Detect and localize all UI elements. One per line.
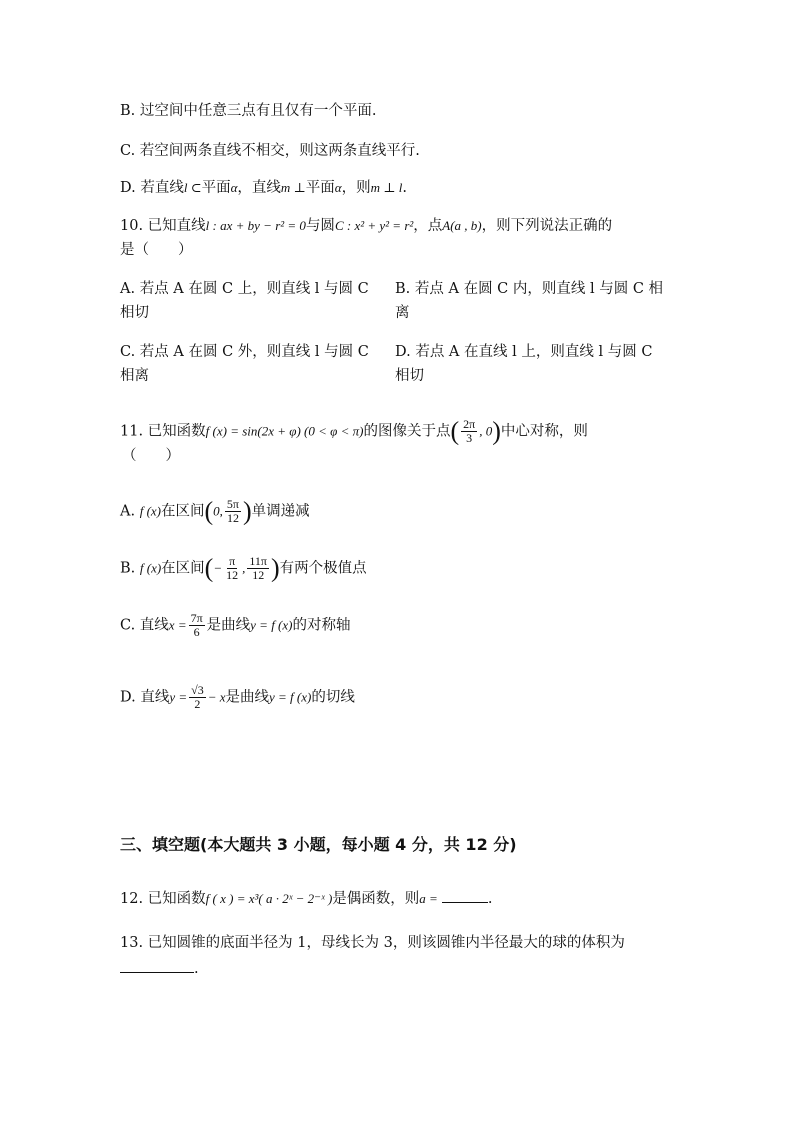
q11-paren-close: ): [492, 416, 501, 446]
q10-suffix: ，则下列说法正确的: [481, 218, 613, 234]
q9-option-b: B. 过空间中任意三点有且仅有一个平面.: [120, 103, 377, 119]
q11-d-minus-x: − x: [207, 689, 226, 705]
q11-b-label: B.: [120, 560, 140, 577]
q11-a-label: A.: [120, 503, 140, 520]
q11-a-paren-open: (: [204, 496, 214, 526]
q11-pt-den: 3: [466, 431, 473, 445]
q10-option-b-line2: 离: [395, 305, 410, 321]
q13-stem-line2: [120, 958, 199, 979]
q11-point-fraction: [461, 418, 477, 445]
q11-a-f: f (x): [139, 503, 161, 519]
q9-d-end: .: [402, 180, 407, 196]
q11-stem: [120, 418, 588, 445]
q12-stem: [120, 888, 492, 909]
q13-answer-blank[interactable]: [120, 958, 194, 973]
q11-option-d: [120, 684, 355, 711]
q10-stem: [120, 216, 612, 236]
q9-option-d: [120, 178, 407, 198]
q9-d-m-perp: m ⊥: [280, 180, 306, 195]
q13-end: .: [194, 961, 199, 977]
q11-prefix: 11. 已知函数: [120, 423, 206, 440]
q9-d-then: ，则: [341, 180, 371, 196]
q10-option-d-line1: D. 若点 A 在直线 l 上，则直线 l 与圆 C: [395, 344, 653, 360]
q11-b-f: f (x): [139, 560, 162, 576]
q12-answer-blank[interactable]: [442, 888, 488, 903]
q10-circle-text: 与圆: [305, 218, 335, 234]
q9-d-comma1: ，直线: [237, 180, 281, 196]
q11-d-den: 2: [194, 697, 201, 711]
q11-d-text2: 的切线: [311, 689, 355, 706]
q10-circle-eq: C : x² + y² = r²: [334, 218, 414, 233]
q11-d-label: D. 直线: [120, 689, 170, 706]
q11-suffix: 中心对称，则: [500, 423, 588, 440]
q10-option-c-line1: C. 若点 A 在圆 C 外，则直线 l 与圆 C: [120, 344, 369, 360]
q10-prefix: 10. 已知直线: [120, 218, 206, 234]
q11-b-comma: ,: [242, 560, 246, 576]
q11-pt-num: 2π: [463, 417, 476, 431]
q11-b-paren-open: (: [204, 553, 214, 583]
q12-var: a =: [419, 891, 438, 906]
q12-prefix: 12. 已知函数: [120, 891, 206, 907]
q10-option-a-line1: A. 若点 A 在圆 C 上，则直线 l 与圆 C: [120, 281, 369, 297]
q12-end: .: [487, 891, 493, 907]
q11-c-x: x =: [168, 617, 187, 633]
q9-d-prefix: D. 若直线: [120, 180, 184, 196]
q11-a-text2: 单调递减: [251, 503, 310, 520]
q11-c-curve: y = f (x): [250, 617, 293, 633]
q12-mid: 是偶函数，则: [332, 891, 420, 907]
q11-b-text1: 在区间: [161, 560, 205, 577]
q10-option-b-line1: B. 若点 A 在圆 C 内，则直线 l 与圆 C 相: [395, 281, 664, 297]
q12-func: f ( x ) = x³( a · 2ˣ − 2⁻ˣ ): [205, 891, 333, 906]
q10-point-text: ，点: [413, 218, 443, 234]
q11-b-minus: −: [213, 560, 223, 576]
q11-option-c: [120, 612, 351, 639]
q11-b-paren-close: ): [271, 553, 280, 583]
q11-a-paren-close: ): [242, 496, 252, 526]
q11-c-label: C. 直线: [120, 617, 169, 634]
q11-b-fraction2: [247, 555, 269, 582]
q11-b-d1: 12: [226, 568, 239, 582]
q10-stem-line2: 是（ ）: [120, 242, 193, 258]
q11-d-y: y =: [169, 689, 188, 705]
q11-a-zero: 0,: [213, 503, 223, 519]
q11-a-text1: 在区间: [161, 503, 205, 520]
q9-d-plane1: 平面: [201, 180, 231, 196]
q11-d-fraction: [189, 684, 206, 711]
q11-paren-open: (: [450, 416, 460, 446]
q10-line-eq: l : ax + by − r² = 0: [205, 218, 306, 233]
q11-d-curve: y = f (x): [269, 689, 312, 705]
q11-d-num: √3: [191, 683, 204, 697]
q11-c-den: 6: [193, 625, 200, 639]
q10-option-a-line2: 相切: [120, 305, 149, 321]
q9-d-alpha2: α: [334, 180, 342, 195]
q9-d-m-perp-l: m ⊥ l: [370, 180, 403, 195]
q9-d-plane2: 平面: [305, 180, 335, 196]
q13-stem: 13. 已知圆锥的底面半径为 1，母线长为 3，则该圆锥内半径最大的球的体积为: [120, 935, 625, 951]
q9-d-l-subset: l ⊂: [183, 180, 202, 195]
q10-option-d-line2: 相切: [395, 368, 424, 384]
q10-option-c-line2: 相离: [120, 368, 149, 384]
q11-c-text2: 的对称轴: [292, 617, 351, 634]
q11-a-den: 12: [226, 511, 239, 525]
q11-mid: 的图像关于点: [363, 423, 451, 440]
q11-pt-rest: , 0: [479, 423, 493, 439]
q11-b-fraction1: [224, 555, 240, 582]
q11-b-text2: 有两个极值点: [279, 560, 367, 577]
q10-point: A(a , b): [442, 218, 482, 233]
q11-c-num: 7π: [190, 611, 203, 625]
q11-a-fraction: [225, 498, 241, 525]
q11-c-text1: 是曲线: [206, 617, 251, 634]
q9-d-alpha1: α: [230, 180, 238, 195]
q9-option-c: C. 若空间两条直线不相交，则这两条直线平行.: [120, 143, 420, 159]
q11-d-text1: 是曲线: [225, 689, 270, 706]
q11-b-n1: π: [229, 554, 236, 568]
q11-b-d2: 12: [252, 568, 265, 582]
q11-func: f (x) = sin(2x + φ) (0 < φ < π): [205, 423, 364, 439]
q11-a-num: 5π: [226, 497, 239, 511]
q11-option-a: [120, 498, 310, 525]
q11-b-n2: 11π: [249, 554, 267, 568]
q11-option-b: [120, 555, 367, 582]
section-heading-fill-in: 三、填空题(本大题共 3 小题，每小题 4 分，共 12 分): [120, 835, 517, 854]
q11-stem-line2: （ ）: [122, 448, 180, 464]
q11-c-fraction: [189, 612, 205, 639]
